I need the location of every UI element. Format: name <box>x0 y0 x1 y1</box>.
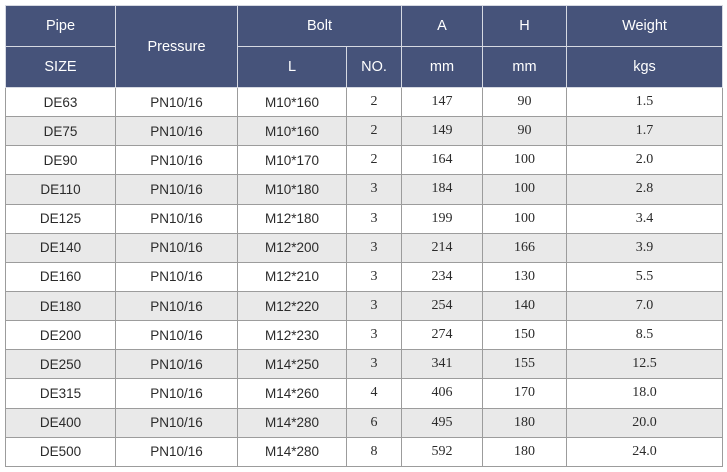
cell-h: 90 <box>483 117 567 146</box>
cell-weight: 5.5 <box>567 262 723 291</box>
cell-bolt-length: M10*160 <box>238 117 347 146</box>
cell-bolt-count: 3 <box>347 350 402 379</box>
cell-size: DE63 <box>6 88 116 117</box>
cell-size: DE140 <box>6 233 116 262</box>
cell-a: 184 <box>402 175 483 204</box>
cell-size: DE160 <box>6 262 116 291</box>
cell-size: DE125 <box>6 204 116 233</box>
table-row <box>6 437 723 466</box>
cell-size: DE400 <box>6 408 116 437</box>
cell-weight: 2.0 <box>567 146 723 175</box>
cell-bolt-length: M10*170 <box>238 146 347 175</box>
cell-bolt-count: 3 <box>347 262 402 291</box>
cell-a: 254 <box>402 291 483 320</box>
cell-a: 147 <box>402 88 483 117</box>
spec-table <box>5 5 723 467</box>
cell-size: DE110 <box>6 175 116 204</box>
cell-bolt-length: M14*280 <box>238 408 347 437</box>
cell-a: 199 <box>402 204 483 233</box>
table-row <box>6 408 723 437</box>
cell-weight: 24.0 <box>567 437 723 466</box>
cell-a: 274 <box>402 321 483 350</box>
header-pipe: Pipe <box>6 6 116 47</box>
header-pressure: Pressure <box>116 6 238 88</box>
cell-bolt-count: 6 <box>347 408 402 437</box>
cell-bolt-count: 3 <box>347 321 402 350</box>
cell-a: 214 <box>402 233 483 262</box>
cell-weight: 18.0 <box>567 379 723 408</box>
cell-pressure: PN10/16 <box>116 175 238 204</box>
cell-weight: 12.5 <box>567 350 723 379</box>
cell-bolt-count: 3 <box>347 233 402 262</box>
cell-a: 164 <box>402 146 483 175</box>
cell-bolt-length: M14*260 <box>238 379 347 408</box>
table-row <box>6 204 723 233</box>
cell-weight: 3.4 <box>567 204 723 233</box>
header-size: SIZE <box>6 47 116 88</box>
header-h-unit: mm <box>483 47 567 88</box>
header-row-bottom <box>6 47 723 88</box>
cell-bolt-count: 2 <box>347 117 402 146</box>
cell-bolt-count: 2 <box>347 88 402 117</box>
table-row <box>6 291 723 320</box>
cell-pressure: PN10/16 <box>116 262 238 291</box>
cell-h: 100 <box>483 146 567 175</box>
cell-pressure: PN10/16 <box>116 379 238 408</box>
cell-pressure: PN10/16 <box>116 321 238 350</box>
cell-h: 180 <box>483 437 567 466</box>
table-row <box>6 350 723 379</box>
header-row-top <box>6 6 723 47</box>
cell-a: 234 <box>402 262 483 291</box>
cell-h: 140 <box>483 291 567 320</box>
table-row <box>6 262 723 291</box>
cell-h: 130 <box>483 262 567 291</box>
cell-bolt-count: 3 <box>347 204 402 233</box>
cell-a: 495 <box>402 408 483 437</box>
cell-pressure: PN10/16 <box>116 437 238 466</box>
cell-size: DE500 <box>6 437 116 466</box>
table-row <box>6 117 723 146</box>
cell-bolt-count: 8 <box>347 437 402 466</box>
cell-a: 406 <box>402 379 483 408</box>
cell-bolt-length: M12*180 <box>238 204 347 233</box>
cell-bolt-length: M14*250 <box>238 350 347 379</box>
table-body <box>6 88 723 467</box>
table-row <box>6 379 723 408</box>
cell-pressure: PN10/16 <box>116 204 238 233</box>
cell-pressure: PN10/16 <box>116 146 238 175</box>
cell-bolt-length: M12*230 <box>238 321 347 350</box>
cell-size: DE315 <box>6 379 116 408</box>
header-a-unit: mm <box>402 47 483 88</box>
cell-a: 341 <box>402 350 483 379</box>
cell-size: DE75 <box>6 117 116 146</box>
cell-size: DE250 <box>6 350 116 379</box>
cell-bolt-count: 3 <box>347 291 402 320</box>
cell-size: DE90 <box>6 146 116 175</box>
cell-pressure: PN10/16 <box>116 117 238 146</box>
header-bolt-no: NO. <box>347 47 402 88</box>
cell-pressure: PN10/16 <box>116 291 238 320</box>
cell-h: 180 <box>483 408 567 437</box>
cell-h: 90 <box>483 88 567 117</box>
table-row <box>6 233 723 262</box>
cell-size: DE200 <box>6 321 116 350</box>
cell-a: 592 <box>402 437 483 466</box>
cell-weight: 7.0 <box>567 291 723 320</box>
header-bolt: Bolt <box>238 6 402 47</box>
cell-h: 170 <box>483 379 567 408</box>
cell-bolt-length: M10*160 <box>238 88 347 117</box>
cell-a: 149 <box>402 117 483 146</box>
cell-pressure: PN10/16 <box>116 350 238 379</box>
cell-weight: 1.7 <box>567 117 723 146</box>
table-row <box>6 321 723 350</box>
cell-bolt-length: M10*180 <box>238 175 347 204</box>
header-a: A <box>402 6 483 47</box>
cell-bolt-length: M12*210 <box>238 262 347 291</box>
cell-pressure: PN10/16 <box>116 88 238 117</box>
cell-bolt-length: M12*220 <box>238 291 347 320</box>
cell-bolt-count: 4 <box>347 379 402 408</box>
cell-bolt-count: 2 <box>347 146 402 175</box>
cell-h: 150 <box>483 321 567 350</box>
table-row <box>6 146 723 175</box>
cell-h: 166 <box>483 233 567 262</box>
cell-size: DE180 <box>6 291 116 320</box>
cell-pressure: PN10/16 <box>116 233 238 262</box>
header-weight: Weight <box>567 6 723 47</box>
cell-h: 100 <box>483 204 567 233</box>
cell-h: 155 <box>483 350 567 379</box>
cell-weight: 2.8 <box>567 175 723 204</box>
cell-bolt-length: M12*200 <box>238 233 347 262</box>
cell-h: 100 <box>483 175 567 204</box>
table-row <box>6 175 723 204</box>
header-h: H <box>483 6 567 47</box>
cell-bolt-length: M14*280 <box>238 437 347 466</box>
header-bolt-l: L <box>238 47 347 88</box>
table-header <box>6 6 723 88</box>
cell-weight: 1.5 <box>567 88 723 117</box>
cell-weight: 20.0 <box>567 408 723 437</box>
header-weight-unit: kgs <box>567 47 723 88</box>
cell-bolt-count: 3 <box>347 175 402 204</box>
cell-weight: 8.5 <box>567 321 723 350</box>
cell-weight: 3.9 <box>567 233 723 262</box>
table-row <box>6 88 723 117</box>
cell-pressure: PN10/16 <box>116 408 238 437</box>
